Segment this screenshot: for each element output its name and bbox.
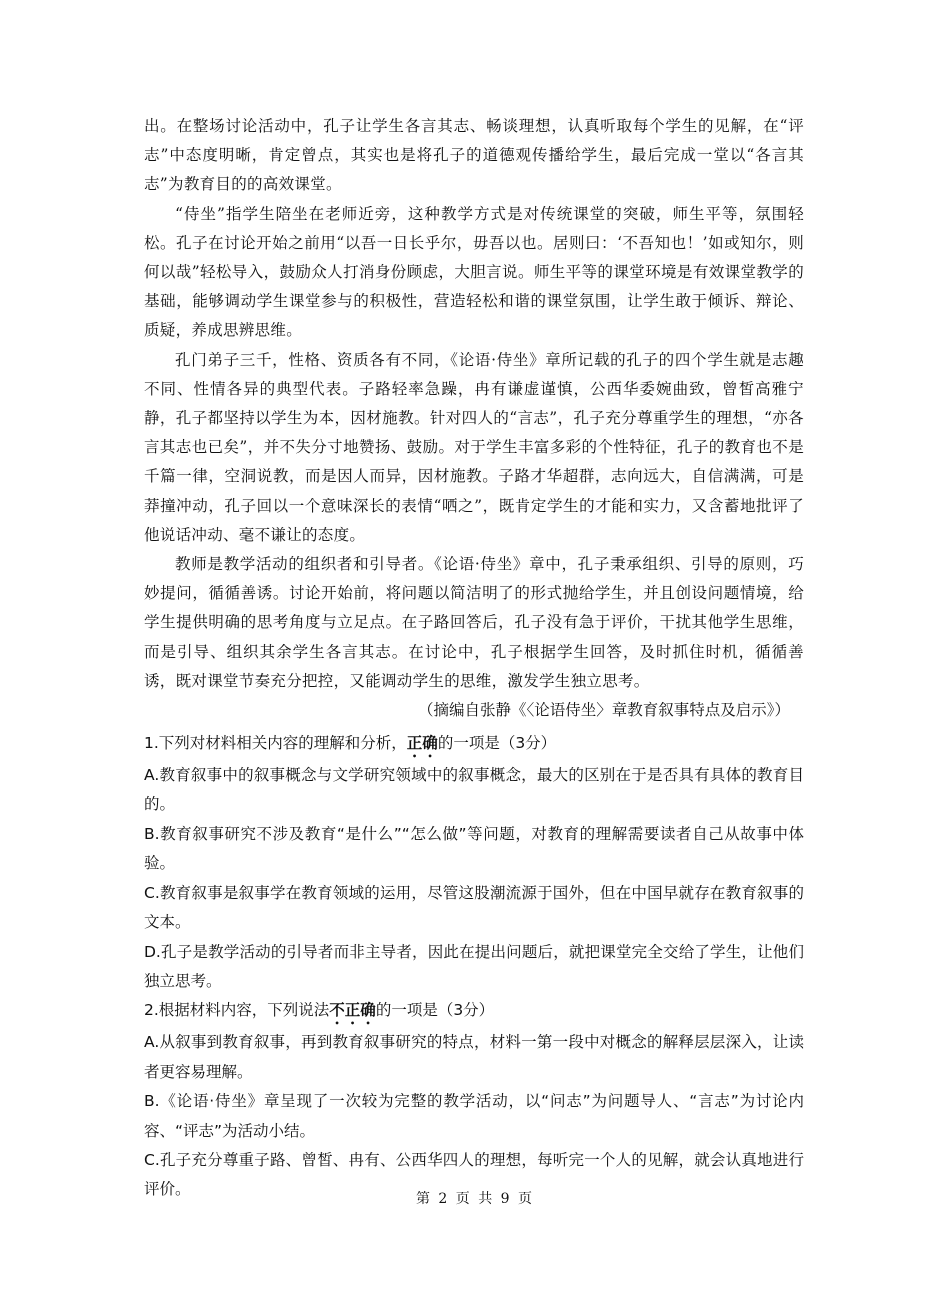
passage-paragraph-1: 出。在整场讨论活动中，孔子让学生各言其志、畅谈理想，认真听取每个学生的见解，在“评志”中态度明晰，肯定曾点，其实也是将孔子的道德观传播给学生，最后完成一堂以“各言其志”为教育目的的高效课堂。 bbox=[144, 117, 804, 194]
question-1-option-b: B.教育叙事研究不涉及教育“是什么”“怎么做”等问题，对教育的理解需要读者自己从故事中体验。 bbox=[144, 824, 804, 873]
question-1-option-c: C.教育叙事是叙事学在教育领域的运用，尽管这股潮流源于国外，但在中国早就存在教育叙事的文本。 bbox=[144, 883, 804, 932]
question-1-emphasis: 正确 bbox=[406, 734, 438, 753]
question-1-option-d: D.孔子是教学活动的引导者而非主导者，因此在提出问题后，就把课堂完全交给了学生，让他们独立思考。 bbox=[144, 942, 804, 990]
page-footer: 第 2 页 共 9 页 bbox=[415, 1191, 535, 1207]
source-citation: （摘编自张静《〈论语侍坐〉章教育叙事特点及启示》） bbox=[417, 701, 790, 720]
question-2-option-b: B.《论语·侍坐》章呈现了一次较为完整的教学活动，以“问志”为问题导人、“言志”为讨论内容、“评志”为活动小结。 bbox=[144, 1092, 804, 1140]
question-1-option-a: A.教育叙事中的叙事概念与文学研究领域中的叙事概念，最大的区别在于是否具有具体的教育目的。 bbox=[144, 766, 804, 814]
question-2-stem bbox=[144, 996, 804, 1028]
passage-paragraph-3: 孔门弟子三千，性格、资质各有不同，《论语·侍坐》章所记载的孔子的四个学生就是志趣不同、性情各异的典型代表。子路轻率急躁，冉有谦虚谨慎，公西华委婉曲致，曾皙高雅宁静，孔子都坚持以学生为本，因材施教。针对四人的“言志”，孔子充分尊重学生的理想，“亦各言其志也已矣”，并不失分寸地赞扬、鼓励。对于学生丰富多彩的个性特征，孔子的教育也不是千篇一律，空洞说教，而是因人而异，因材施教。子路才华超群，志向远大，自信满满，可是莽撞冲动，孔子回以一个意味深长的表情“哂之”，既肯定学生的才能和实力，又含蓄地批评了他说话冲动、毫不谦让的态度。 bbox=[144, 350, 804, 544]
passage-paragraph-4: 教师是教学活动的组织者和引导者。《论语·侍坐》章中，孔子秉承组织、引导的原则，巧妙提问，循循善诱。讨论开始前，将问题以简洁明了的形式抛给学生，并且创设问题情境，给学生提供明确的思考角度与立足点。在子路回答后，孔子没有急于评价，干扰其他学生思维，而是引导、组织其余学生各言其志。在讨论中，孔子根据学生回答，及时抓住时机，循循善诱，既对课堂节奏充分把控，又能调动学生的思维，激发学生独立思考。 bbox=[144, 555, 804, 690]
question-1-stem-tail: 的一项是（3分） bbox=[437, 734, 557, 753]
question-2-option-a: A.从叙事到教育叙事，再到教育叙事研究的特点，材料一第一段中对概念的解释层层深入，让读者更容易理解。 bbox=[144, 1033, 804, 1081]
question-1-stem bbox=[144, 729, 804, 761]
page-body bbox=[144, 112, 804, 1205]
question-2-emphasis: 不正确 bbox=[329, 1001, 376, 1020]
passage-paragraph-2: “侍坐”指学生陪坐在老师近旁，这种教学方式是对传统课堂的突破，师生平等，氛围轻松。孔子在讨论开始之前用“以吾一日长乎尔，毋吾以也。居则曰：‘不吾知也！’如或知尔，则何以哉”轻松导入，鼓励众人打消身份顾虑，大胆言说。师生平等的课堂环境是有效课堂教学的基础，能够调动学生课堂参与的积极性，营造轻松和谐的课堂氛围，让学生敢于倾诉、辩论、质疑，养成思辨思维。 bbox=[144, 204, 804, 340]
question-2-option-c: C.孔子充分尊重子路、曾皙、冉有、公西华四人的理想，每听完一个人的见解，就会认真地进行评价。 bbox=[144, 1150, 804, 1199]
question-2-stem-tail: 的一项是（3分） bbox=[375, 1001, 495, 1020]
question-1-stem-text: 1.下列对材料相关内容的理解和分析， bbox=[144, 734, 407, 753]
question-2-stem-text: 2.根据材料内容，下列说法 bbox=[144, 1001, 330, 1020]
